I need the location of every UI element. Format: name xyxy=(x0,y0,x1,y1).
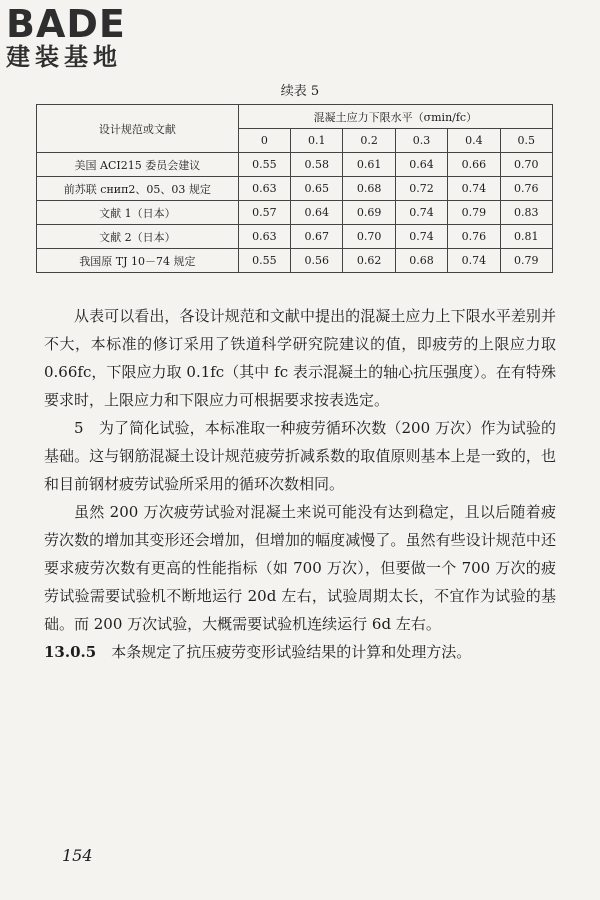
cell-value: 0.70 xyxy=(500,153,552,177)
page-number: 154 xyxy=(62,846,93,865)
column-header: 0.4 xyxy=(448,129,500,153)
cell-value: 0.63 xyxy=(238,177,290,201)
paragraph: 5 为了简化试验，本标准取一种疲劳循环次数（200 万次）作为试验的基础。这与钢筋混凝土设计规范疲劳折减系数的取值原则基本上是一致的，也和目前钢材疲劳试验所采用的循环次数相同。 xyxy=(44,419,556,493)
clause-paragraph xyxy=(44,638,556,666)
cell-value: 0.74 xyxy=(395,201,447,225)
brand-logo xyxy=(6,4,126,70)
cell-value: 0.64 xyxy=(291,201,343,225)
cell-value: 0.65 xyxy=(291,177,343,201)
paragraph: 虽然 200 万次疲劳试验对混凝土来说可能没有达到稳定，且以后随着疲劳次数的增加其变形还会增加，但增加的幅度减慢了。虽然有些设计规范中还要求疲劳次数有更高的性能指标（如 700 万次），但要做一个 700 万次的疲劳试验需要试验机不断地运行 20d 左右，试验周期太长，不宜作为试验的基础。而 200 万次试验，大概需要试验机连续运行 6d 左右。 xyxy=(44,503,556,633)
cell-value: 0.68 xyxy=(343,177,395,201)
logo-subtitle: 建装基地 xyxy=(6,43,122,71)
cell-value: 0.62 xyxy=(343,249,395,273)
group-header: 混凝土应力下限水平（σmin/fc） xyxy=(238,105,552,129)
cell-value: 0.74 xyxy=(448,249,500,273)
row-name: 前苏联 снип2、05、03 规定 xyxy=(37,177,239,201)
cell-value: 0.74 xyxy=(448,177,500,201)
cell-value: 0.55 xyxy=(238,153,290,177)
clause-text: 本条规定了抗压疲劳变形试验结果的计算和处理方法。 xyxy=(111,643,472,661)
row-name: 美国 ACI215 委员会建议 xyxy=(37,153,239,177)
cell-value: 0.56 xyxy=(291,249,343,273)
cell-value: 0.81 xyxy=(500,225,552,249)
cell-value: 0.61 xyxy=(343,153,395,177)
cell-value: 0.79 xyxy=(448,201,500,225)
cell-value: 0.69 xyxy=(343,201,395,225)
body-text xyxy=(44,302,556,666)
row-name: 文献 2（日本） xyxy=(37,225,239,249)
cell-value: 0.79 xyxy=(500,249,552,273)
cell-value: 0.68 xyxy=(395,249,447,273)
table-row xyxy=(37,201,553,225)
cell-value: 0.76 xyxy=(448,225,500,249)
clause-number: 13.0.5 xyxy=(44,643,97,661)
table-row xyxy=(37,177,553,201)
cell-value: 0.83 xyxy=(500,201,552,225)
cell-value: 0.74 xyxy=(395,225,447,249)
paragraph: 从表可以看出，各设计规范和文献中提出的混凝土应力上下限水平差别并不大，本标准的修订采用了铁道科学研究院建议的值，即疲劳的上限应力取 0.66fc，下限应力取 0.1fc（其中 fc 表示混凝土的轴心抗压强度）。在有特殊要求时，上限应力和下限应力可根据要求按表选定。 xyxy=(44,307,556,409)
cell-value: 0.64 xyxy=(395,153,447,177)
cell-value: 0.67 xyxy=(291,225,343,249)
table-caption: 续表 5 xyxy=(280,84,320,99)
row-name: 我国原 TJ 10－74 规定 xyxy=(37,249,239,273)
table-row xyxy=(37,153,553,177)
row-name: 文献 1（日本） xyxy=(37,201,239,225)
cell-value: 0.57 xyxy=(238,201,290,225)
column-header: 0.1 xyxy=(291,129,343,153)
cell-value: 0.70 xyxy=(343,225,395,249)
table-row xyxy=(37,225,553,249)
column-header: 0.3 xyxy=(395,129,447,153)
cell-value: 0.76 xyxy=(500,177,552,201)
stress-limit-table xyxy=(36,104,553,273)
logo-wordmark: BADE xyxy=(6,2,126,46)
cell-value: 0.63 xyxy=(238,225,290,249)
row-header: 设计规范或文献 xyxy=(37,105,239,153)
column-header: 0.2 xyxy=(343,129,395,153)
cell-value: 0.55 xyxy=(238,249,290,273)
cell-value: 0.58 xyxy=(291,153,343,177)
cell-value: 0.66 xyxy=(448,153,500,177)
table-row xyxy=(37,249,553,273)
cell-value: 0.72 xyxy=(395,177,447,201)
column-header: 0.5 xyxy=(500,129,552,153)
column-header: 0 xyxy=(238,129,290,153)
